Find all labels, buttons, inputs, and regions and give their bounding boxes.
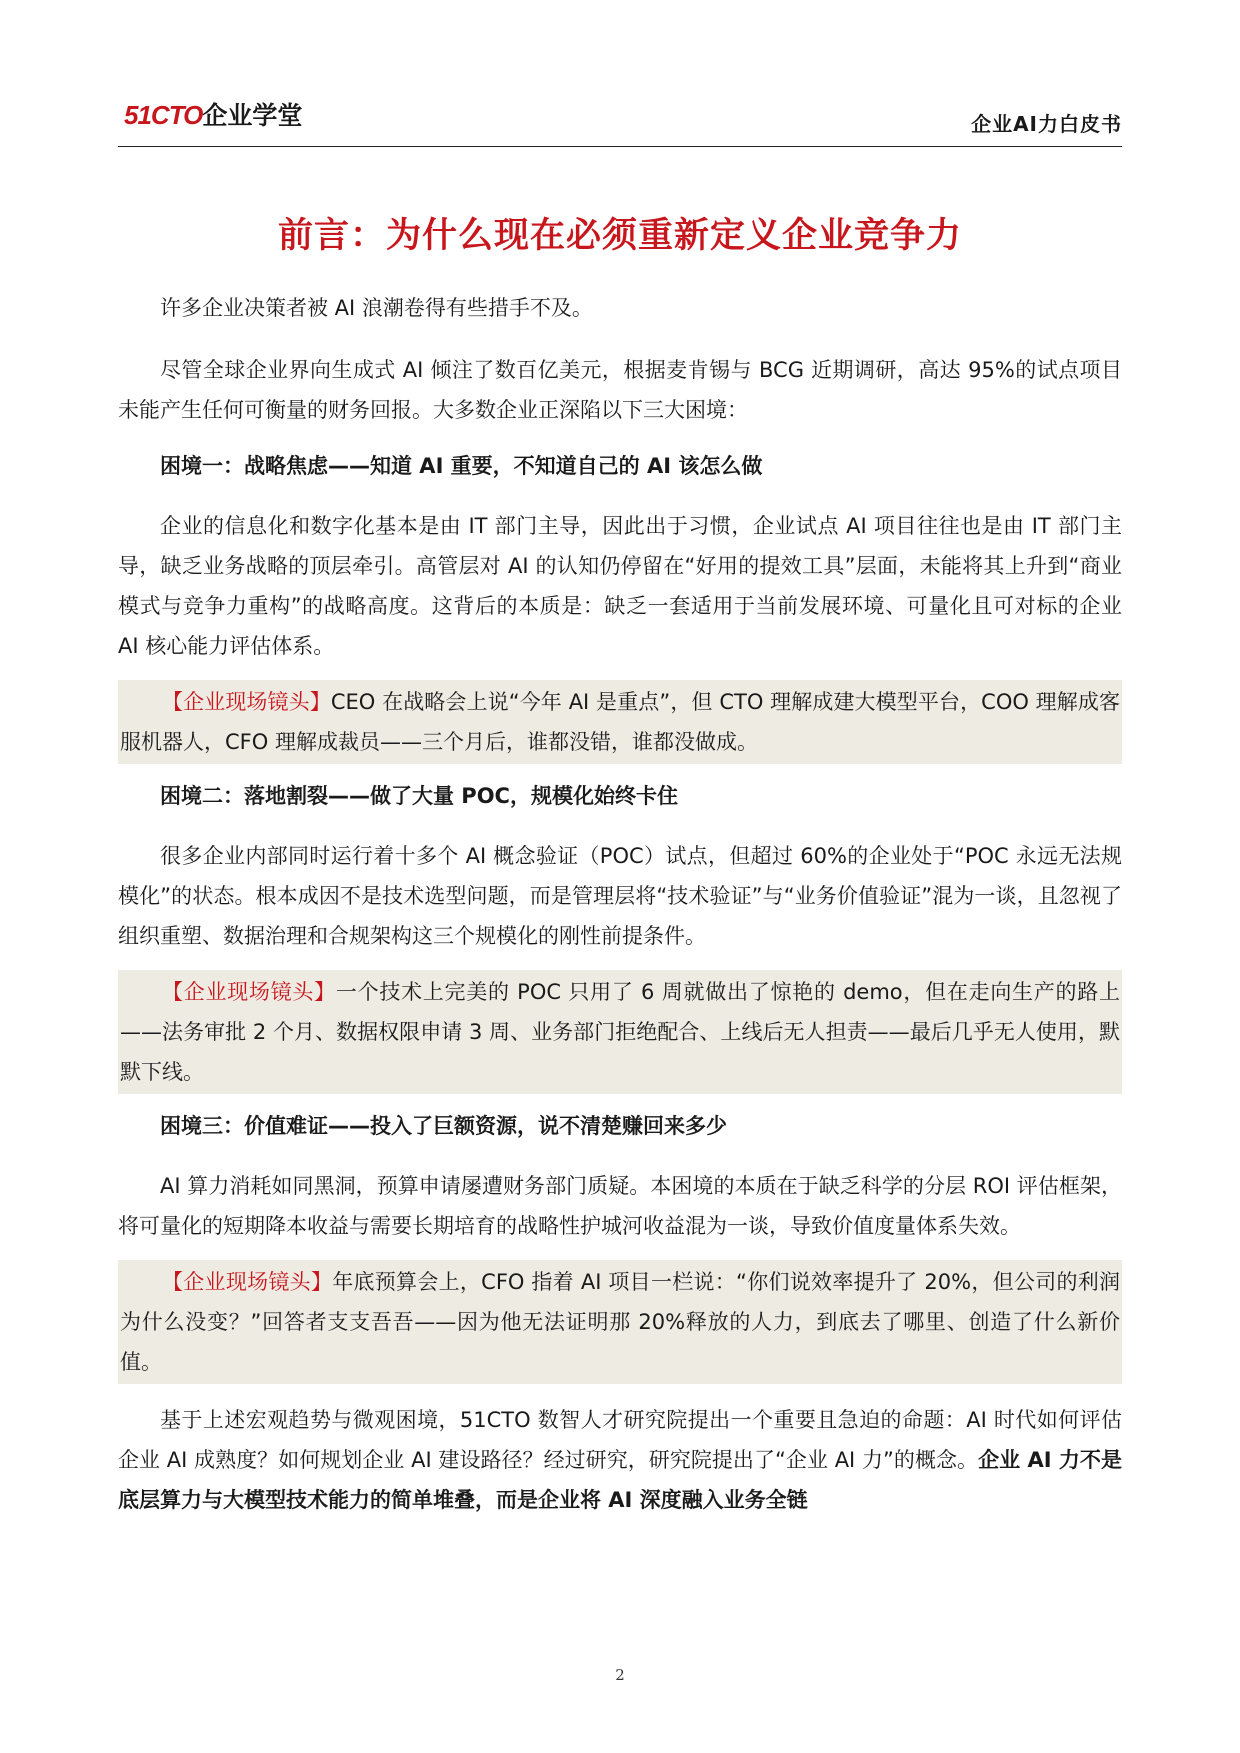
intro-paragraph-2: 尽管全球企业界向生成式 AI 倾注了数百亿美元，根据麦肯锡与 BCG 近期调研，高达 95%的试点项目未能产生任何可衡量的财务回报。大多数企业正深陷以下三大困境：	[118, 358, 1122, 422]
closing-text: 基于上述宏观趋势与微观困境，51CTO 数智人才研究院提出一个重要且急迫的命题：AI 时代如何评估企业 AI 成熟度？如何规划企业 AI 建设路径？经过研究，研究院提出了“企业 AI 力”的概念。	[118, 1408, 1122, 1472]
closing-paragraph	[118, 1400, 1122, 1520]
page-number: 2	[615, 1666, 625, 1684]
dilemma3-heading: 困境三：价值难证——投入了巨额资源，说不清楚赚回来多少	[160, 1114, 727, 1138]
dilemma3-body: AI 算力消耗如同黑洞，预算申请屡遭财务部门质疑。本困境的本质在于缺乏科学的分层 ROI 评估框架，将可量化的短期降本收益与需要长期培育的战略性护城河收益混为一谈，导致价值度量体系失效。	[118, 1174, 1122, 1238]
dilemma2-case-box	[118, 970, 1122, 1094]
intro-paragraph-1: 许多企业决策者被 AI 浪潮卷得有些措手不及。	[160, 296, 593, 320]
case-text: 年底预算会上，CFO 指着 AI 项目一栏说：“你们说效率提升了 20%，但公司的利润为什么没变？”回答者支支吾吾——因为他无法证明那 20%释放的人力，到底去了哪里、创造了什么新价值。	[120, 1270, 1120, 1374]
dilemma1-case-box	[118, 680, 1122, 764]
case-text: 一个技术上完美的 POC 只用了 6 周就做出了惊艳的 demo，但在走向生产的路上——法务审批 2 个月、数据权限申请 3 周、业务部门拒绝配合、上线后无人担责——最后几乎无人使用，默默下线。	[120, 980, 1120, 1084]
case-text: CEO 在战略会上说“今年 AI 是重点”，但 CTO 理解成建大模型平台，COO 理解成客服机器人，CFO 理解成裁员——三个月后，谁都没错，谁都没做成。	[120, 690, 1120, 754]
main-content	[118, 288, 1122, 1520]
case-tag: 【企业现场镜头】	[162, 690, 331, 714]
closing-bold-text: 企业 AI 力不是底层算力与大模型技术能力的简单堆叠，而是企业将 AI 深度融入业务全链	[118, 1448, 1122, 1512]
dilemma2-heading: 困境二：落地割裂——做了大量 POC，规模化始终卡住	[160, 784, 678, 808]
dilemma2-body: 很多企业内部同时运行着十多个 AI 概念验证（POC）试点，但超过 60%的企业处于“POC 永远无法规模化”的状态。根本成因不是技术选型问题，而是管理层将“技术验证”与“业务价值验证”混为一谈，且忽视了组织重塑、数据治理和合规架构这三个规模化的刚性前提条件。	[118, 844, 1122, 948]
dilemma3-case-box	[118, 1260, 1122, 1384]
page-header	[118, 98, 1122, 147]
case-tag: 【企业现场镜头】	[162, 980, 336, 1004]
company-logo	[124, 102, 302, 129]
page-title: 前言：为什么现在必须重新定义企业竞争力	[277, 216, 962, 256]
dilemma1-heading: 困境一：战略焦虑——知道 AI 重要，不知道自己的 AI 该怎么做	[160, 454, 763, 478]
logo-brand: 51CTO	[124, 100, 203, 130]
document-title: 企业AI力白皮书	[971, 112, 1122, 136]
case-tag: 【企业现场镜头】	[162, 1270, 333, 1294]
dilemma1-body: 企业的信息化和数字化基本是由 IT 部门主导，因此出于习惯，企业试点 AI 项目往往也是由 IT 部门主导，缺乏业务战略的顶层牵引。高管层对 AI 的认知仍停留在“好用的提效工具”层面，未能将其上升到“商业模式与竞争力重构”的战略高度。这背后的本质是：缺乏一套适用于当前发展环境、可量化且可对标的企业 AI 核心能力评估体系。	[118, 514, 1122, 658]
logo-text: 企业学堂	[202, 101, 303, 130]
